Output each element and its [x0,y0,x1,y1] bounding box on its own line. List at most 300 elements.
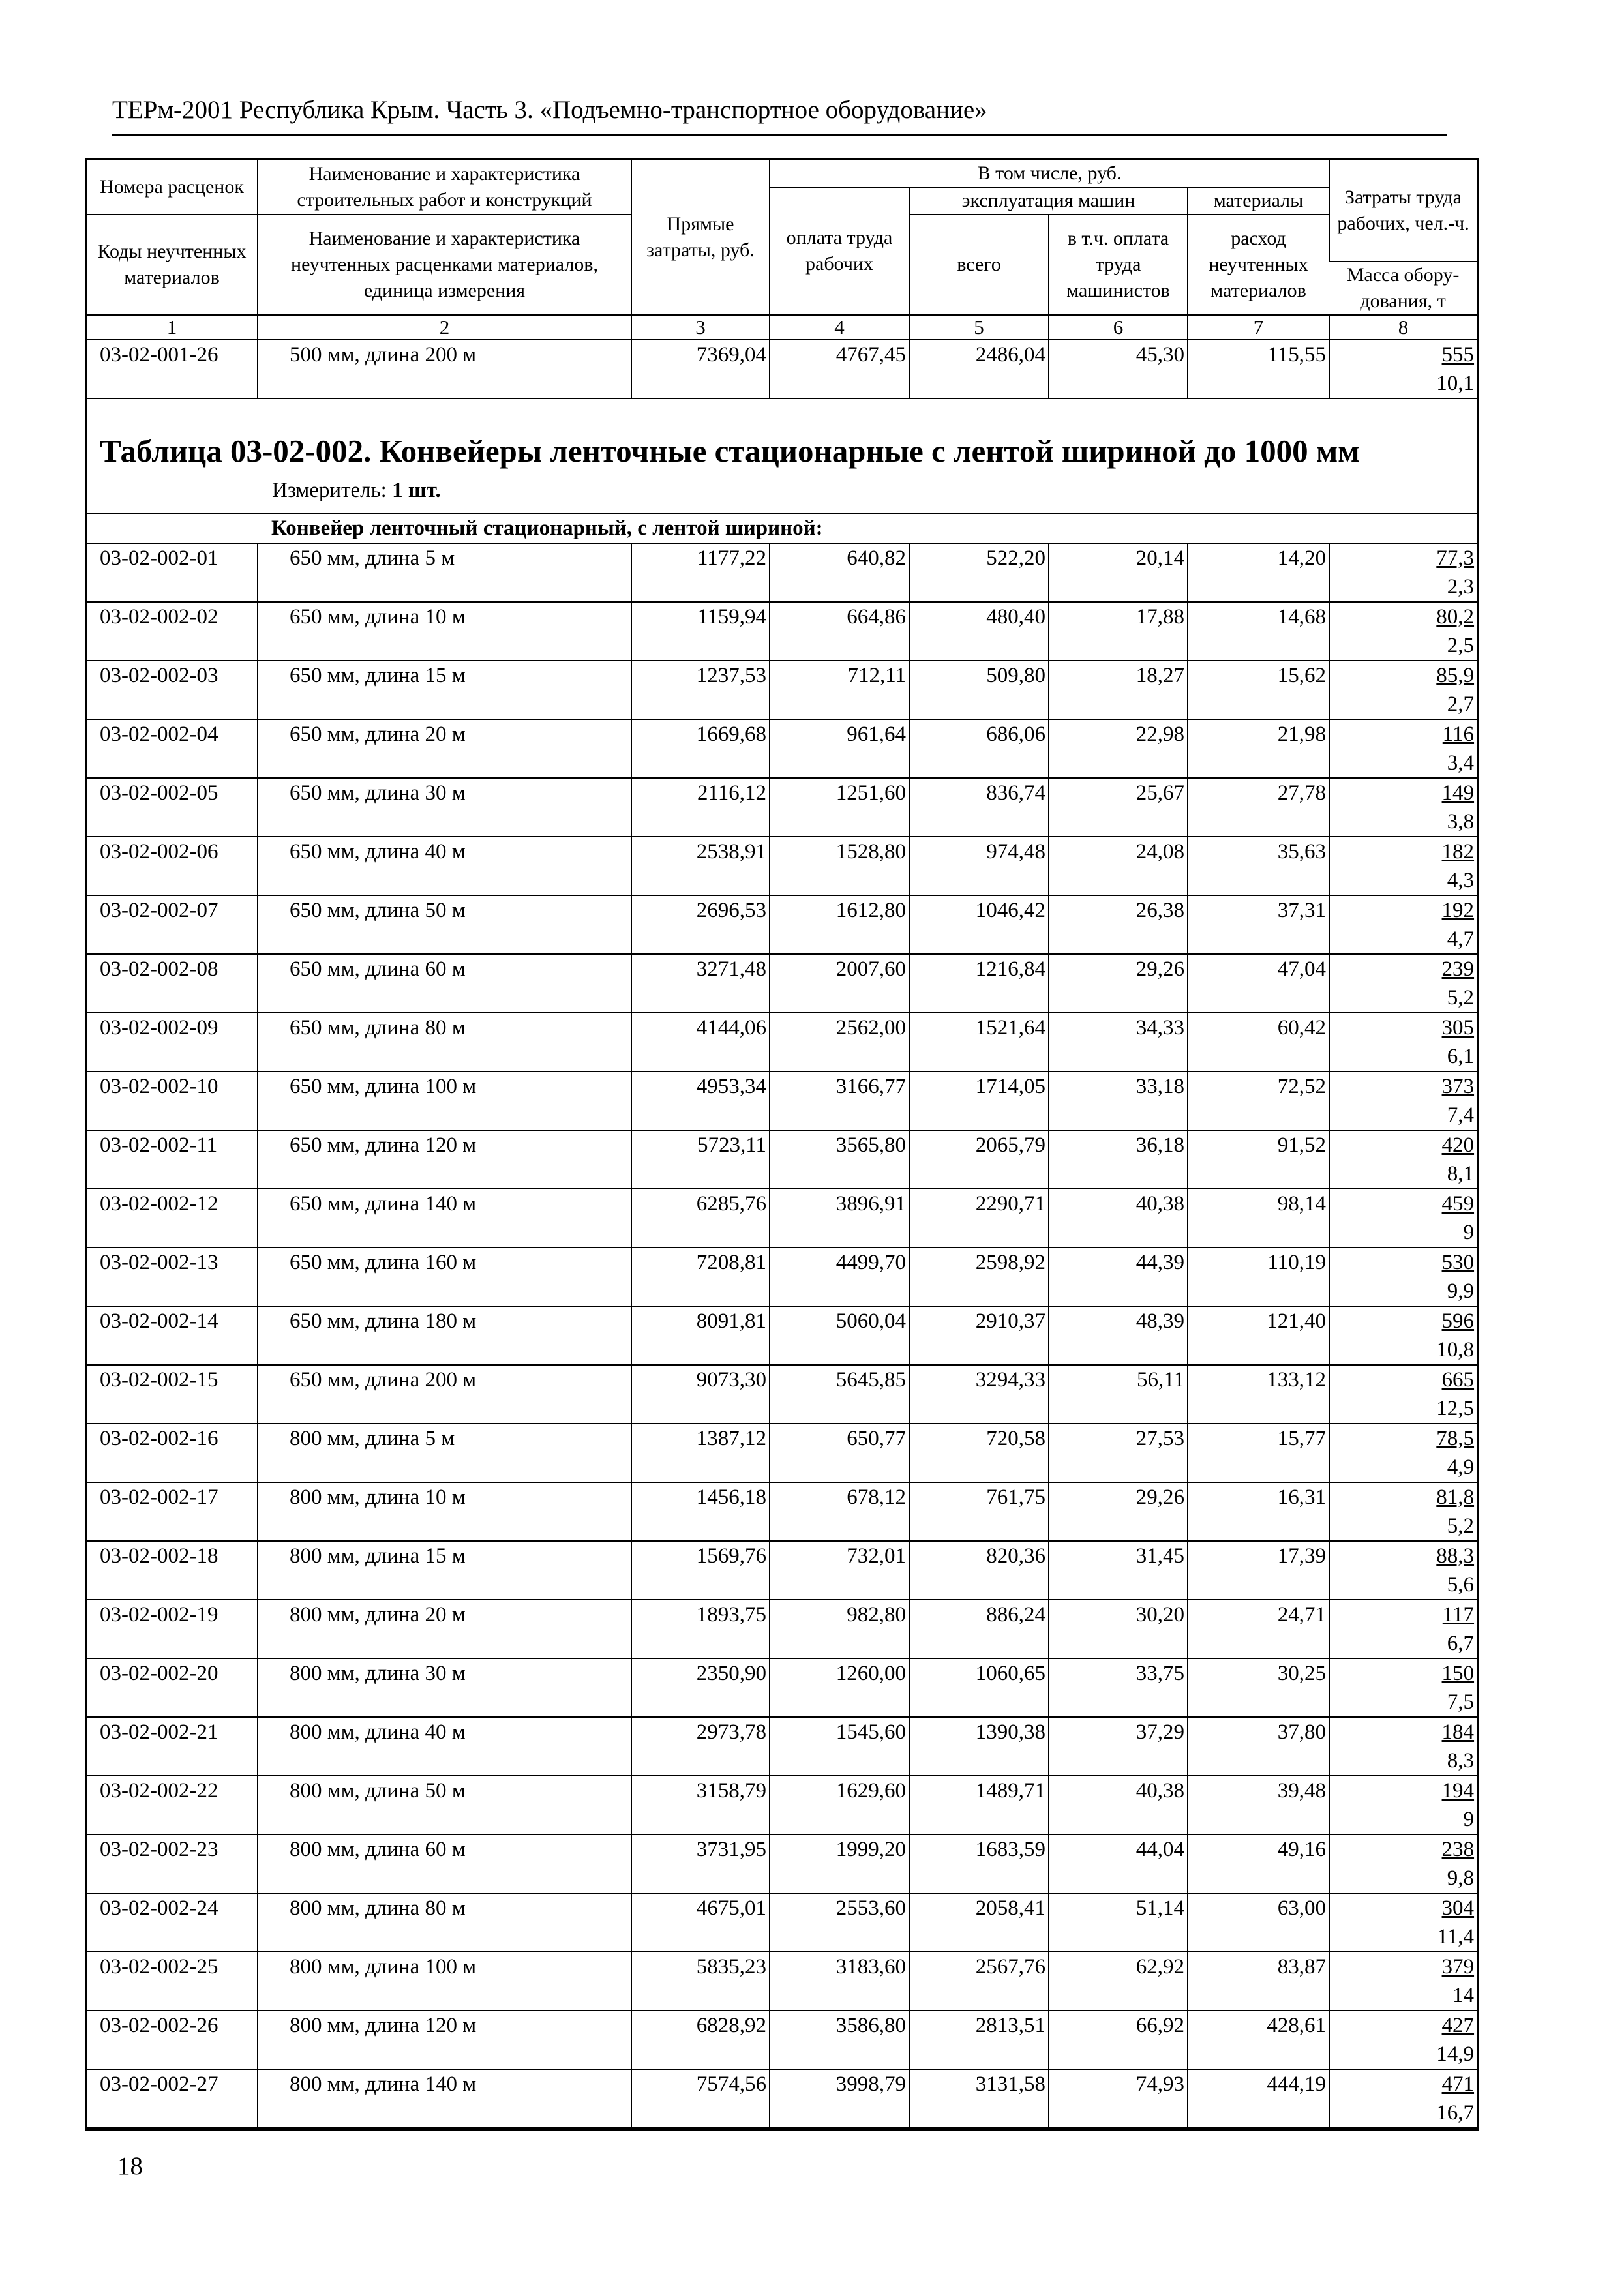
machines-total: 509,80 [909,661,1049,719]
labor-and-mass [1329,1600,1477,1658]
table-row [87,895,1477,954]
labor-and-mass [1329,1189,1477,1248]
rate-name: 650 мм, длина 30 м [258,778,631,837]
wages: 1260,00 [770,1658,909,1717]
wages: 678,12 [770,1482,909,1541]
equipment-mass: 7,5 [1447,1690,1475,1714]
machinists-wages: 44,04 [1049,1834,1188,1893]
labor-and-mass [1329,1776,1477,1834]
equipment-mass: 4,3 [1447,869,1475,892]
header-wages: оплата труда рабочих [770,187,909,315]
machinists-wages: 24,08 [1049,837,1188,895]
rate-name: 650 мм, длина 20 м [258,719,631,778]
machinists-wages: 40,38 [1049,1189,1188,1248]
direct-costs: 7369,04 [631,340,770,398]
equipment-mass: 6,7 [1447,1632,1475,1655]
table-row [87,1365,1477,1424]
column-numbers-row [87,315,1477,340]
machinists-wages: 45,30 [1049,340,1188,398]
rate-code: 03-02-002-01 [87,543,258,602]
equipment-mass: 7,4 [1447,1103,1475,1127]
wages: 3998,79 [770,2069,909,2128]
rate-code: 03-02-002-08 [87,954,258,1013]
equipment-mass: 9 [1463,1808,1475,1831]
labor-and-mass [1329,1541,1477,1600]
labor-and-mass [1329,895,1477,954]
direct-costs: 2350,90 [631,1658,770,1717]
machinists-wages: 36,18 [1049,1130,1188,1189]
direct-costs: 5835,23 [631,1952,770,2011]
group-title-row [87,513,1477,543]
materials: 83,87 [1188,1952,1329,2011]
labor-costs: 78,5 [1436,1427,1475,1450]
machines-total: 2065,79 [909,1130,1049,1189]
machinists-wages: 74,93 [1049,2069,1188,2128]
price-table [87,160,1477,2129]
machines-total: 836,74 [909,778,1049,837]
header-name-top: Наименование и характеристика строительных работ и конструкций [258,160,631,215]
materials: 428,61 [1188,2011,1329,2069]
direct-costs: 1387,12 [631,1424,770,1482]
equipment-mass: 8,3 [1447,1749,1475,1773]
equipment-mass: 6,1 [1447,1045,1475,1068]
wages: 3565,80 [770,1130,909,1189]
header-machinists-wages: в т.ч. оплата труда машинистов [1049,215,1188,315]
materials: 110,19 [1188,1248,1329,1306]
machines-total: 522,20 [909,543,1049,602]
wages: 650,77 [770,1424,909,1482]
equipment-mass: 12,5 [1436,1397,1475,1420]
materials: 17,39 [1188,1541,1329,1600]
direct-costs: 1456,18 [631,1482,770,1541]
labor-costs: 530 [1441,1251,1475,1274]
materials: 14,68 [1188,602,1329,661]
labor-and-mass [1329,837,1477,895]
machines-total: 720,58 [909,1424,1049,1482]
machines-total: 1489,71 [909,1776,1049,1834]
machinists-wages: 44,39 [1049,1248,1188,1306]
equipment-mass: 4,9 [1447,1456,1475,1479]
machinists-wages: 51,14 [1049,1893,1188,1952]
rate-code: 03-02-002-15 [87,1365,258,1424]
labor-and-mass [1329,719,1477,778]
materials: 37,80 [1188,1717,1329,1776]
labor-and-mass [1329,1071,1477,1130]
rate-code: 03-02-002-14 [87,1306,258,1365]
rate-code: 03-02-002-10 [87,1071,258,1130]
rate-name: 800 мм, длина 50 м [258,1776,631,1834]
table-row [87,837,1477,895]
labor-costs: 194 [1441,1779,1475,1803]
labor-costs: 471 [1441,2072,1475,2096]
wages: 1528,80 [770,837,909,895]
direct-costs: 1237,53 [631,661,770,719]
header-materials: материалы [1188,187,1329,215]
direct-costs: 8091,81 [631,1306,770,1365]
rate-name: 800 мм, длина 120 м [258,2011,631,2069]
direct-costs: 1893,75 [631,1600,770,1658]
labor-costs: 459 [1441,1192,1475,1216]
machines-total: 974,48 [909,837,1049,895]
table-title-cell [87,398,1477,513]
machinists-wages: 30,20 [1049,1600,1188,1658]
table-row [87,1541,1477,1600]
rate-code: 03-02-001-26 [87,340,258,398]
materials: 35,63 [1188,837,1329,895]
labor-and-mass [1329,2011,1477,2069]
labor-costs: 304 [1441,1896,1475,1920]
materials: 91,52 [1188,1130,1329,1189]
machines-total: 2290,71 [909,1189,1049,1248]
table-row [87,1717,1477,1776]
machines-total: 2567,76 [909,1952,1049,2011]
column-number: 1 [87,315,258,340]
table-row [87,719,1477,778]
machinists-wages: 26,38 [1049,895,1188,954]
rate-code: 03-02-002-17 [87,1482,258,1541]
header-direct-costs: Прямые затраты, руб. [631,160,770,315]
equipment-mass: 10,1 [1436,372,1475,395]
rate-code: 03-02-002-18 [87,1541,258,1600]
labor-costs: 305 [1441,1016,1475,1040]
direct-costs: 1669,68 [631,719,770,778]
table-row [87,954,1477,1013]
equipment-mass: 8,1 [1447,1162,1475,1186]
labor-and-mass [1329,2069,1477,2128]
rate-code: 03-02-002-09 [87,1013,258,1071]
labor-costs: 80,2 [1436,605,1475,629]
wages: 712,11 [770,661,909,719]
rate-name: 800 мм, длина 100 м [258,1952,631,2011]
table-title: Таблица 03-02-002. Конвейеры ленточные стационарные с лентой шириной до 1000 мм [100,433,1360,469]
table-row [87,1130,1477,1189]
direct-costs: 1569,76 [631,1541,770,1600]
group-title: Конвейер ленточный стационарный, с лентой шириной: [87,513,1477,543]
materials: 47,04 [1188,954,1329,1013]
table-row [87,1834,1477,1893]
labor-costs: 77,3 [1436,546,1475,570]
column-number: 7 [1188,315,1329,340]
materials: 27,78 [1188,778,1329,837]
direct-costs: 3158,79 [631,1776,770,1834]
column-number: 3 [631,315,770,340]
materials: 16,31 [1188,1482,1329,1541]
direct-costs: 4953,34 [631,1071,770,1130]
rate-code: 03-02-002-02 [87,602,258,661]
labor-and-mass [1329,661,1477,719]
rate-code: 03-02-002-19 [87,1600,258,1658]
machinists-wages: 25,67 [1049,778,1188,837]
labor-and-mass [1329,1130,1477,1189]
rate-code: 03-02-002-26 [87,2011,258,2069]
rate-code: 03-02-002-12 [87,1189,258,1248]
table-row [87,1600,1477,1658]
table-row [87,1776,1477,1834]
measure-value: 1 шт. [392,479,441,502]
machinists-wages: 29,26 [1049,1482,1188,1541]
machines-total: 686,06 [909,719,1049,778]
rate-code: 03-02-002-04 [87,719,258,778]
rate-name: 650 мм, длина 120 м [258,1130,631,1189]
direct-costs: 1159,94 [631,602,770,661]
labor-costs: 192 [1441,899,1475,922]
machines-total: 2598,92 [909,1248,1049,1306]
wages: 1629,60 [770,1776,909,1834]
direct-costs: 2116,12 [631,778,770,837]
running-header: ТЕРм-2001 Республика Крым. Часть 3. «Подъемно-транспортное оборудование» [112,96,987,124]
equipment-mass: 5,2 [1447,1514,1475,1538]
machinists-wages: 37,29 [1049,1717,1188,1776]
header-rule [112,134,1447,136]
wages: 4767,45 [770,340,909,398]
labor-and-mass [1329,1248,1477,1306]
labor-and-mass [1329,602,1477,661]
column-number: 5 [909,315,1049,340]
machines-total: 2910,37 [909,1306,1049,1365]
labor-costs: 379 [1441,1955,1475,1979]
measure-label: Измеритель: [272,479,387,502]
equipment-mass: 2,7 [1447,693,1475,716]
equipment-mass: 9,9 [1447,1279,1475,1303]
materials: 39,48 [1188,1776,1329,1834]
machines-total: 820,36 [909,1541,1049,1600]
labor-costs: 596 [1441,1309,1475,1333]
machinists-wages: 66,92 [1049,2011,1188,2069]
machines-total: 1390,38 [909,1717,1049,1776]
direct-costs: 6285,76 [631,1189,770,1248]
header-labor-costs: Затраты труда рабочих, чел.-ч. [1329,160,1477,262]
rate-name: 650 мм, длина 10 м [258,602,631,661]
direct-costs: 1177,22 [631,543,770,602]
header-machines: эксплуатация машин [909,187,1188,215]
materials: 72,52 [1188,1071,1329,1130]
table-title-row [87,398,1477,513]
table-row [87,1952,1477,2011]
header-including: В том числе, руб. [770,160,1329,187]
labor-and-mass [1329,954,1477,1013]
table-row [87,1424,1477,1482]
direct-costs: 4144,06 [631,1013,770,1071]
rate-code: 03-02-002-13 [87,1248,258,1306]
direct-costs: 6828,92 [631,2011,770,2069]
direct-costs: 7208,81 [631,1248,770,1306]
rate-name: 800 мм, длина 15 м [258,1541,631,1600]
rate-code: 03-02-002-07 [87,895,258,954]
rate-name: 800 мм, длина 60 м [258,1834,631,1893]
labor-and-mass [1329,543,1477,602]
equipment-mass: 9 [1463,1221,1475,1244]
labor-and-mass [1329,1834,1477,1893]
rate-name: 650 мм, длина 80 м [258,1013,631,1071]
machines-total: 2486,04 [909,340,1049,398]
table-row [87,602,1477,661]
wages: 2553,60 [770,1893,909,1952]
rate-name: 650 мм, длина 15 м [258,661,631,719]
materials: 30,25 [1188,1658,1329,1717]
rate-name: 650 мм, длина 60 м [258,954,631,1013]
equipment-mass: 3,8 [1447,810,1475,833]
rate-code: 03-02-002-23 [87,1834,258,1893]
wages: 4499,70 [770,1248,909,1306]
column-number: 8 [1329,315,1477,340]
table-row [87,1893,1477,1952]
rate-name: 650 мм, длина 160 м [258,1248,631,1306]
materials: 60,42 [1188,1013,1329,1071]
header-code-top: Номера расценок [87,160,258,215]
materials: 14,20 [1188,543,1329,602]
labor-and-mass [1329,778,1477,837]
materials: 444,19 [1188,2069,1329,2128]
rate-name: 800 мм, длина 40 м [258,1717,631,1776]
column-number: 6 [1049,315,1188,340]
rate-name: 800 мм, длина 80 м [258,1893,631,1952]
wages: 982,80 [770,1600,909,1658]
labor-and-mass [1329,1952,1477,2011]
materials: 121,40 [1188,1306,1329,1365]
machinists-wages: 17,88 [1049,602,1188,661]
rate-code: 03-02-002-06 [87,837,258,895]
rate-code: 03-02-002-03 [87,661,258,719]
price-table-frame [85,158,1479,2131]
table-row [87,1482,1477,1541]
labor-and-mass [1329,1658,1477,1717]
column-number: 2 [258,315,631,340]
rate-code: 03-02-002-11 [87,1130,258,1189]
rate-name: 500 мм, длина 200 м [258,340,631,398]
rate-name: 800 мм, длина 20 м [258,1600,631,1658]
equipment-mass: 5,6 [1447,1573,1475,1596]
labor-and-mass [1329,1717,1477,1776]
direct-costs: 7574,56 [631,2069,770,2128]
labor-costs: 149 [1441,781,1475,805]
table-row [87,1071,1477,1130]
table-body [87,543,1477,2128]
wages: 1545,60 [770,1717,909,1776]
table-row [87,1658,1477,1717]
labor-costs: 373 [1441,1075,1475,1098]
labor-costs: 420 [1441,1133,1475,1157]
labor-costs: 665 [1441,1368,1475,1392]
wages: 732,01 [770,1541,909,1600]
labor-and-mass [1329,1306,1477,1365]
equipment-mass: 16,7 [1436,2101,1475,2125]
equipment-mass: 2,5 [1447,634,1475,657]
equipment-mass: 4,7 [1447,927,1475,951]
machines-total: 886,24 [909,1600,1049,1658]
machinists-wages: 56,11 [1049,1365,1188,1424]
machines-total: 1683,59 [909,1834,1049,1893]
machines-total: 2058,41 [909,1893,1049,1952]
rate-name: 800 мм, длина 30 м [258,1658,631,1717]
equipment-mass: 11,4 [1437,1925,1475,1949]
materials: 133,12 [1188,1365,1329,1424]
wages: 3586,80 [770,2011,909,2069]
direct-costs: 2538,91 [631,837,770,895]
wages: 5645,85 [770,1365,909,1424]
rate-code: 03-02-002-16 [87,1424,258,1482]
labor-costs: 427 [1441,2014,1475,2037]
wages: 640,82 [770,543,909,602]
materials: 15,62 [1188,661,1329,719]
wages: 3183,60 [770,1952,909,2011]
machinists-wages: 29,26 [1049,954,1188,1013]
machines-total: 3294,33 [909,1365,1049,1424]
wages: 1999,20 [770,1834,909,1893]
previous-table-rows [87,340,1477,398]
direct-costs: 5723,11 [631,1130,770,1189]
labor-and-mass [1329,1482,1477,1541]
machines-total: 2813,51 [909,2011,1049,2069]
table-row [87,543,1477,602]
labor-costs: 88,3 [1436,1544,1475,1568]
column-number: 4 [770,315,909,340]
rate-code: 03-02-002-21 [87,1717,258,1776]
equipment-mass: 14 [1452,1984,1475,2007]
wages: 2007,60 [770,954,909,1013]
materials: 115,55 [1188,340,1329,398]
page-number: 18 [117,2152,143,2180]
machinists-wages: 40,38 [1049,1776,1188,1834]
rate-code: 03-02-002-25 [87,1952,258,2011]
wages: 3896,91 [770,1189,909,1248]
wages: 1612,80 [770,895,909,954]
rate-name: 650 мм, длина 200 м [258,1365,631,1424]
labor-costs: 150 [1441,1662,1475,1685]
table-row [87,1306,1477,1365]
equipment-mass: 3,4 [1447,751,1475,775]
header-name-bottom: Наименование и характеристика неучтенных расценками материалов, единица измерения [258,215,631,315]
machines-total: 1216,84 [909,954,1049,1013]
materials: 49,16 [1188,1834,1329,1893]
labor-and-mass [1329,1893,1477,1952]
rate-name: 650 мм, длина 50 м [258,895,631,954]
equipment-mass: 9,8 [1447,1866,1475,1890]
machinists-wages: 20,14 [1049,543,1188,602]
header-code-bottom: Коды неучтенных материалов [87,215,258,315]
labor-costs: 85,9 [1436,664,1475,687]
table-row [87,2069,1477,2128]
machinists-wages: 27,53 [1049,1424,1188,1482]
rate-name: 800 мм, длина 140 м [258,2069,631,2128]
rate-name: 650 мм, длина 100 м [258,1071,631,1130]
measure-line [87,471,1477,513]
machines-total: 480,40 [909,602,1049,661]
header-equipment-mass: Масса обору-дования, т [1329,262,1477,315]
labor-and-mass [1329,340,1477,398]
header-machines-total: всего [909,215,1049,315]
rate-name: 800 мм, длина 5 м [258,1424,631,1482]
machines-total: 3131,58 [909,2069,1049,2128]
materials: 15,77 [1188,1424,1329,1482]
rate-code: 03-02-002-05 [87,778,258,837]
table-row [87,1189,1477,1248]
rate-code: 03-02-002-20 [87,1658,258,1717]
labor-costs: 239 [1441,957,1475,981]
rate-name: 650 мм, длина 5 м [258,543,631,602]
table-row [87,2011,1477,2069]
wages: 664,86 [770,602,909,661]
labor-costs: 238 [1441,1838,1475,1861]
rate-name: 650 мм, длина 40 м [258,837,631,895]
table-row [87,340,1477,398]
materials: 98,14 [1188,1189,1329,1248]
wages: 3166,77 [770,1071,909,1130]
machines-total: 761,75 [909,1482,1049,1541]
machinists-wages: 34,33 [1049,1013,1188,1071]
rate-name: 800 мм, длина 10 м [258,1482,631,1541]
direct-costs: 2696,53 [631,895,770,954]
machinists-wages: 18,27 [1049,661,1188,719]
